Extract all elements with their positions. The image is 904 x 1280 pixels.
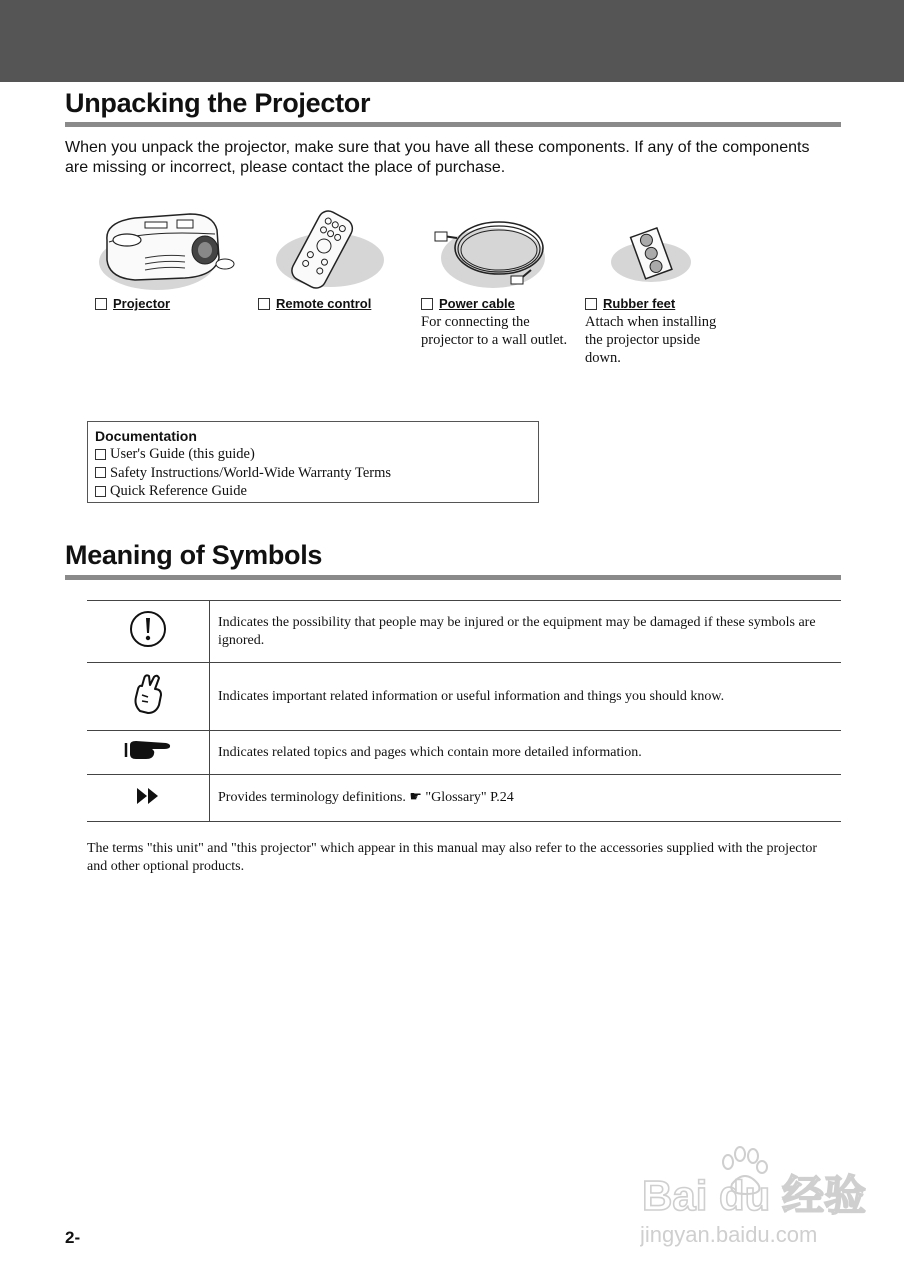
symbol-cell [87, 601, 210, 663]
pointing-hand-icon [122, 737, 174, 763]
documentation-box [87, 421, 539, 503]
watermark-brand: Bai du 经验 [642, 1172, 867, 1219]
table-row [87, 775, 841, 822]
component-rubber-feet [585, 200, 735, 367]
component-label: Remote control [276, 296, 372, 311]
symbol-cell [87, 663, 210, 731]
page-number: 2- [65, 1228, 81, 1247]
component-label: Projector [113, 296, 171, 311]
checkbox-icon [95, 467, 106, 478]
watermark-url: jingyan.baidu.com [640, 1222, 818, 1247]
component-description: Attach when installing the projector upside down. [585, 314, 717, 366]
symbol-description: Indicates the possibility that people may be injured or the equipment may be damaged if these symbols are ignored. [210, 601, 842, 663]
remote-control-icon [258, 200, 408, 292]
symbol-cell [87, 731, 210, 775]
symbol-cell [87, 775, 210, 822]
section-rule [65, 575, 841, 580]
component-power-cable [421, 200, 571, 349]
documentation-item-label: User's Guide (this guide) [110, 446, 255, 462]
component-title-power-cable [421, 296, 571, 312]
symbol-description: Provides terminology definitions. ☛ "Glossary" P.24 [210, 775, 842, 822]
component-title-rubber-feet [585, 296, 735, 312]
hand-tip-icon [128, 671, 168, 717]
power-cable-icon [421, 200, 571, 292]
section-rule [65, 122, 841, 127]
baidu-paw-icon [640, 1140, 870, 1250]
checkbox-icon [95, 486, 106, 497]
footnote-paragraph: The terms "this unit" and "this projector" which appear in this manual may also refer to the accessories supplied with the projector and other optional products. [87, 841, 818, 874]
component-projector [95, 200, 245, 312]
watermark [640, 1140, 870, 1255]
component-label: Power cable [439, 296, 515, 311]
table-row [87, 731, 841, 775]
component-description: For connecting the projector to a wall outlet. [421, 314, 568, 348]
checkbox-icon [95, 298, 107, 310]
checkbox-icon [585, 298, 597, 310]
header-band [0, 0, 904, 82]
documentation-item [95, 464, 531, 483]
intro-paragraph: When you unpack the projector, make sure that you have all these components. If any of the components are missing or incorrect, please contact the place of purchase. [65, 139, 810, 176]
checkbox-icon [258, 298, 270, 310]
caution-icon [127, 608, 169, 650]
table-row [87, 663, 841, 731]
documentation-item [95, 482, 531, 501]
component-remote-control [258, 200, 408, 312]
checkbox-icon [95, 449, 106, 460]
table-row [87, 601, 841, 663]
projector-icon [95, 200, 245, 292]
documentation-item [95, 445, 531, 464]
documentation-title: Documentation [95, 428, 197, 444]
checkbox-icon [421, 298, 433, 310]
component-title-remote [258, 296, 408, 312]
component-title-projector [95, 296, 245, 312]
symbols-table [87, 600, 841, 822]
documentation-item-label: Quick Reference Guide [110, 483, 247, 499]
rubber-feet-icon [585, 200, 735, 292]
section-title-unpacking: Unpacking the Projector [65, 88, 371, 118]
symbol-description: Indicates important related information or useful information and things you should know. [210, 663, 842, 731]
section-title-symbols: Meaning of Symbols [65, 540, 323, 570]
component-label: Rubber feet [603, 296, 676, 311]
glossary-arrow-icon [135, 787, 161, 805]
symbol-description: Indicates related topics and pages which contain more detailed information. [210, 731, 842, 775]
documentation-item-label: Safety Instructions/World-Wide Warranty Terms [110, 464, 392, 481]
